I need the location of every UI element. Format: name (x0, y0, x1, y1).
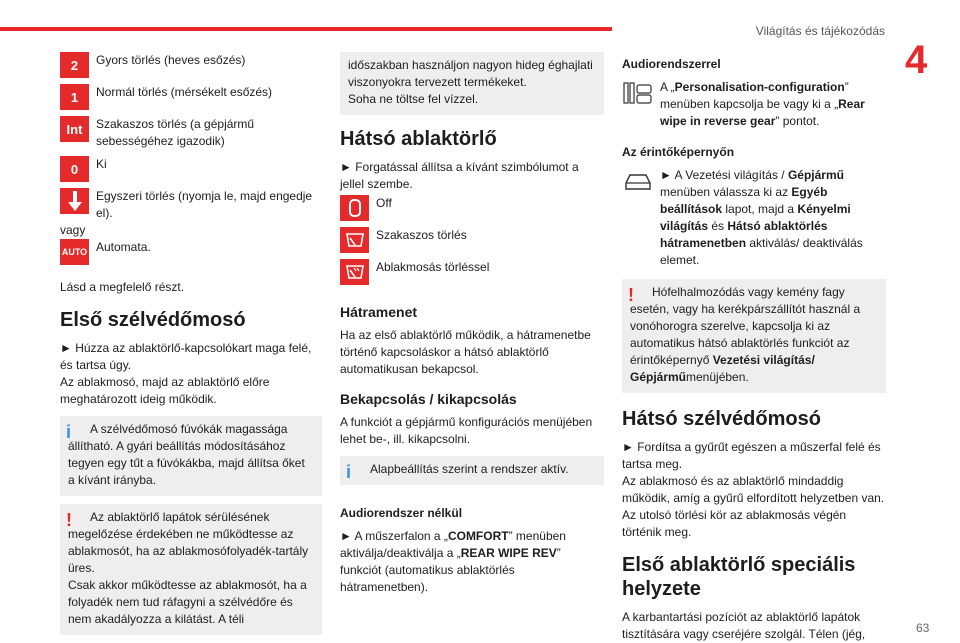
wiper-off-icon: 0 (60, 156, 89, 182)
vehicle-icon (622, 167, 654, 195)
rear-mode-off (340, 195, 604, 221)
see-section-text: Lásd a megfelelő részt. (60, 280, 185, 294)
audio-system-icon (622, 79, 654, 107)
audio-row (622, 79, 886, 130)
touch-text (660, 167, 886, 269)
rear-wiper-off-icon (340, 195, 369, 221)
wiper-mode-label: Normál törlés (mérsékelt esőzés) (96, 85, 273, 99)
text-span: A „ (660, 80, 675, 94)
menu-name: Vezetési világítás/ Gépjármű (630, 353, 815, 384)
rear-mode-label: Off (376, 196, 392, 210)
rear-wiper-text: ► Forgatással állítsa a kívánt szimbólumot a jellel szembe. (340, 160, 579, 191)
washer-heading: Első szélvédőmosó (60, 309, 246, 331)
audio-heading: Audiorendszerrel (622, 57, 721, 71)
wiper-mode-label: Ki (96, 157, 107, 171)
text-span: ► A Vezetési világítás / (660, 168, 788, 182)
or-text: vagy (60, 223, 86, 237)
rear-mode-label: Ablakmosás törléssel (376, 260, 490, 274)
warning-icon: ! (66, 510, 72, 530)
chapter-number: 4 (905, 38, 928, 82)
warning-text: Az ablaktörlő lapátok sérülésének megelőzése érdekében ne működtesse az ablakmosót, ha az ablakmosófolyadék-tartály üres. Csak akkor működtesse az ablakmosót, ha a folyadék nem tud ráfagyni a szélvédőre és nem akadályozza a kilátást. A téli (68, 510, 309, 626)
info-text: A szélvédőmosó fúvókák magassága állítható. A gyári beállítás módosításához tegyen egy tűt a fúvókákba, majd állítsa őket a kívánt irányba. (68, 422, 305, 487)
header-accent-bar (0, 27, 612, 31)
text-span: Hófelhalmozódás vagy kemény fagy esetén, vagy ha kerékpárszállítót használ a vonóhorogra szerelve, kapcsolja ki az automatikus hátsó ablaktörlés funkciót az érintőképernyő (630, 285, 861, 367)
text-span: ► A műszerfalon a „ (340, 529, 448, 543)
text-span: ” pontot. (775, 114, 820, 128)
special-position-text: A karbantartási pozíciót az ablaktörlő lapátok tisztítására vagy cseréjére szolgál. Télen (jég, (622, 610, 866, 641)
touch-heading: Az érintőképernyőn (622, 145, 735, 159)
no-audio-heading: Audiorendszer nélkül (340, 506, 463, 520)
text-span: menüjében. (686, 370, 749, 384)
continued-text: időszakban használjon nagyon hideg éghajlati viszonyokra tervezett termékeket. Soha ne töltse fel vízzel. (348, 58, 593, 106)
wiper-mode-normal (60, 84, 322, 110)
wiper-mode-label: Szakaszos törlés (a gépjármű sebességéhez igazodik) (96, 117, 255, 148)
rear-wiper-int-icon (340, 227, 369, 253)
reverse-heading: Hátramenet (340, 304, 418, 320)
rear-mode-wash (340, 259, 604, 285)
option-name: Kényelmi világítás (660, 202, 851, 233)
onoff-heading: Bekapcsolás / kikapcsolás (340, 391, 517, 407)
wiper-mode-off (60, 156, 322, 182)
info-text: Alapbeállítás szerint a rendszer aktív. (370, 462, 569, 476)
wiper-mode-fast (60, 52, 322, 78)
menu-name: Personalisation-configuration (674, 80, 845, 94)
column-1 (60, 52, 322, 643)
column-2 (340, 52, 604, 596)
info-icon: i (66, 422, 72, 442)
warning-box-wiper (60, 504, 322, 635)
menu-name: Gépjármű (787, 168, 844, 182)
wiper-auto-icon: AUTO (60, 239, 89, 265)
rear-washer-icon (340, 259, 369, 285)
text-span: ” menüben kapcsolja be vagy ki a „ (660, 80, 849, 111)
option-name: Hátsó ablaktörlés hátramenetben (660, 219, 828, 250)
page-number: 63 (916, 621, 930, 635)
function-name: REAR WIPE REV (460, 546, 557, 560)
info-box-default (340, 456, 604, 485)
text-span: ” menüben aktiválja/deaktiválja a „ (340, 529, 566, 560)
warning-box-continued (340, 52, 604, 115)
down-arrow-icon (60, 188, 89, 214)
wiper-mode-intermittent (60, 116, 322, 150)
section-title: Világítás és tájékozódás (755, 24, 885, 38)
reverse-text: Ha az első ablaktörlő működik, a hátramenetbe történő kapcsoláskor a hátsó ablaktörlő automatikusan bekapcsol. (340, 328, 591, 376)
warning-box-snow (622, 279, 886, 393)
text-span: aktiválás/ deaktiválás elemet. (660, 236, 863, 267)
wiper-mode-auto (60, 239, 322, 265)
no-audio-text (340, 528, 604, 596)
wiper-speed-1-icon: 1 (60, 84, 89, 110)
column-3 (622, 52, 886, 643)
warning-text (630, 284, 878, 386)
rear-wiper-heading: Hátsó ablaktörlő (340, 128, 497, 150)
touch-row (622, 167, 886, 269)
audio-text (660, 79, 886, 130)
rear-mode-label: Szakaszos törlés (376, 228, 467, 242)
wiper-int-icon: Int (60, 116, 89, 142)
warning-icon: ! (628, 285, 634, 305)
wiper-mode-label: Automata. (96, 240, 151, 254)
text-span: és (708, 219, 728, 233)
washer-text: ► Húzza az ablaktörlő-kapcsolókart maga felé, és tartsa úgy. Az ablakmosó, majd az ablaktörlő előre meghatározott ideig működik. (60, 341, 312, 406)
function-name: Rear wipe in reverse gear (660, 97, 865, 128)
wiper-mode-label: Egyszeri törlés (nyomja le, majd engedje el). (96, 189, 313, 220)
wiper-mode-single (60, 188, 322, 222)
menu-name: COMFORT (447, 529, 509, 543)
text-span: ” funkciót (automatikus ablaktörlés hátramenetben). (340, 546, 561, 594)
text-span: lapot, majd a (722, 202, 798, 216)
special-position-heading: Első ablaktörlő speciális helyzete (622, 554, 856, 600)
text-span: menüben válassza ki az (660, 185, 792, 199)
rear-mode-intermittent (340, 227, 604, 253)
onoff-text: A funkciót a gépjármű konfigurációs menüjében lehet be-, ill. kikapcsolni. (340, 415, 593, 446)
info-icon: i (346, 462, 352, 482)
wiper-speed-2-icon: 2 (60, 52, 89, 78)
rear-washer-text: ► Fordítsa a gyűrűt egészen a műszerfal felé és tartsa meg. Az ablakmosó és az ablaktörlő mindaddig működik, amíg a gyűrű elfordított helyzetben van. Az utolsó törlési kör az ablakmosás végén történik meg. (622, 440, 885, 539)
info-box-nozzles (60, 416, 322, 496)
tab-name: Egyéb beállítások (660, 185, 828, 216)
rear-washer-heading: Hátsó szélvédőmosó (622, 408, 821, 430)
wiper-mode-label: Gyors törlés (heves esőzés) (96, 53, 246, 67)
